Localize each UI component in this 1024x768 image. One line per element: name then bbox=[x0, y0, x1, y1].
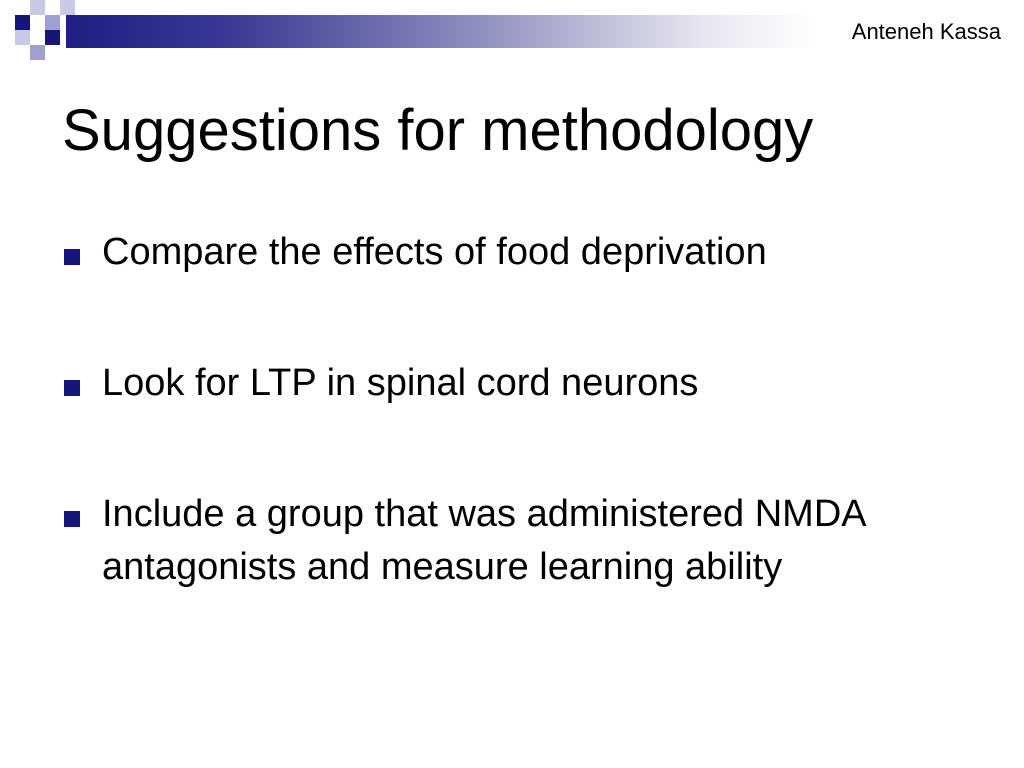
bullet-item bbox=[62, 226, 962, 279]
decor-square bbox=[45, 30, 60, 45]
bullet-list bbox=[62, 226, 962, 594]
bullet-item bbox=[62, 357, 962, 410]
decor-square bbox=[30, 45, 45, 60]
author-name: Anteneh Kassa bbox=[851, 19, 1001, 44]
bullet-text: Include a group that was administered NMDA antagonists and measure learning ability bbox=[102, 493, 865, 588]
bullet-text: Compare the effects of food deprivation bbox=[102, 231, 767, 273]
decor-square bbox=[15, 30, 30, 45]
decor-square bbox=[30, 0, 45, 15]
header-gradient-bar bbox=[66, 15, 816, 48]
bullet-item bbox=[62, 488, 962, 594]
decor-square bbox=[60, 0, 75, 15]
square-bullet-icon bbox=[64, 380, 80, 396]
header-divider bbox=[818, 15, 820, 48]
bullet-text: Look for LTP in spinal cord neurons bbox=[102, 362, 699, 404]
square-bullet-icon bbox=[64, 249, 80, 265]
square-bullet-icon bbox=[64, 511, 80, 527]
decor-square bbox=[15, 15, 30, 30]
slide-title: Suggestions for methodology bbox=[62, 98, 814, 163]
decor-square bbox=[45, 15, 60, 30]
